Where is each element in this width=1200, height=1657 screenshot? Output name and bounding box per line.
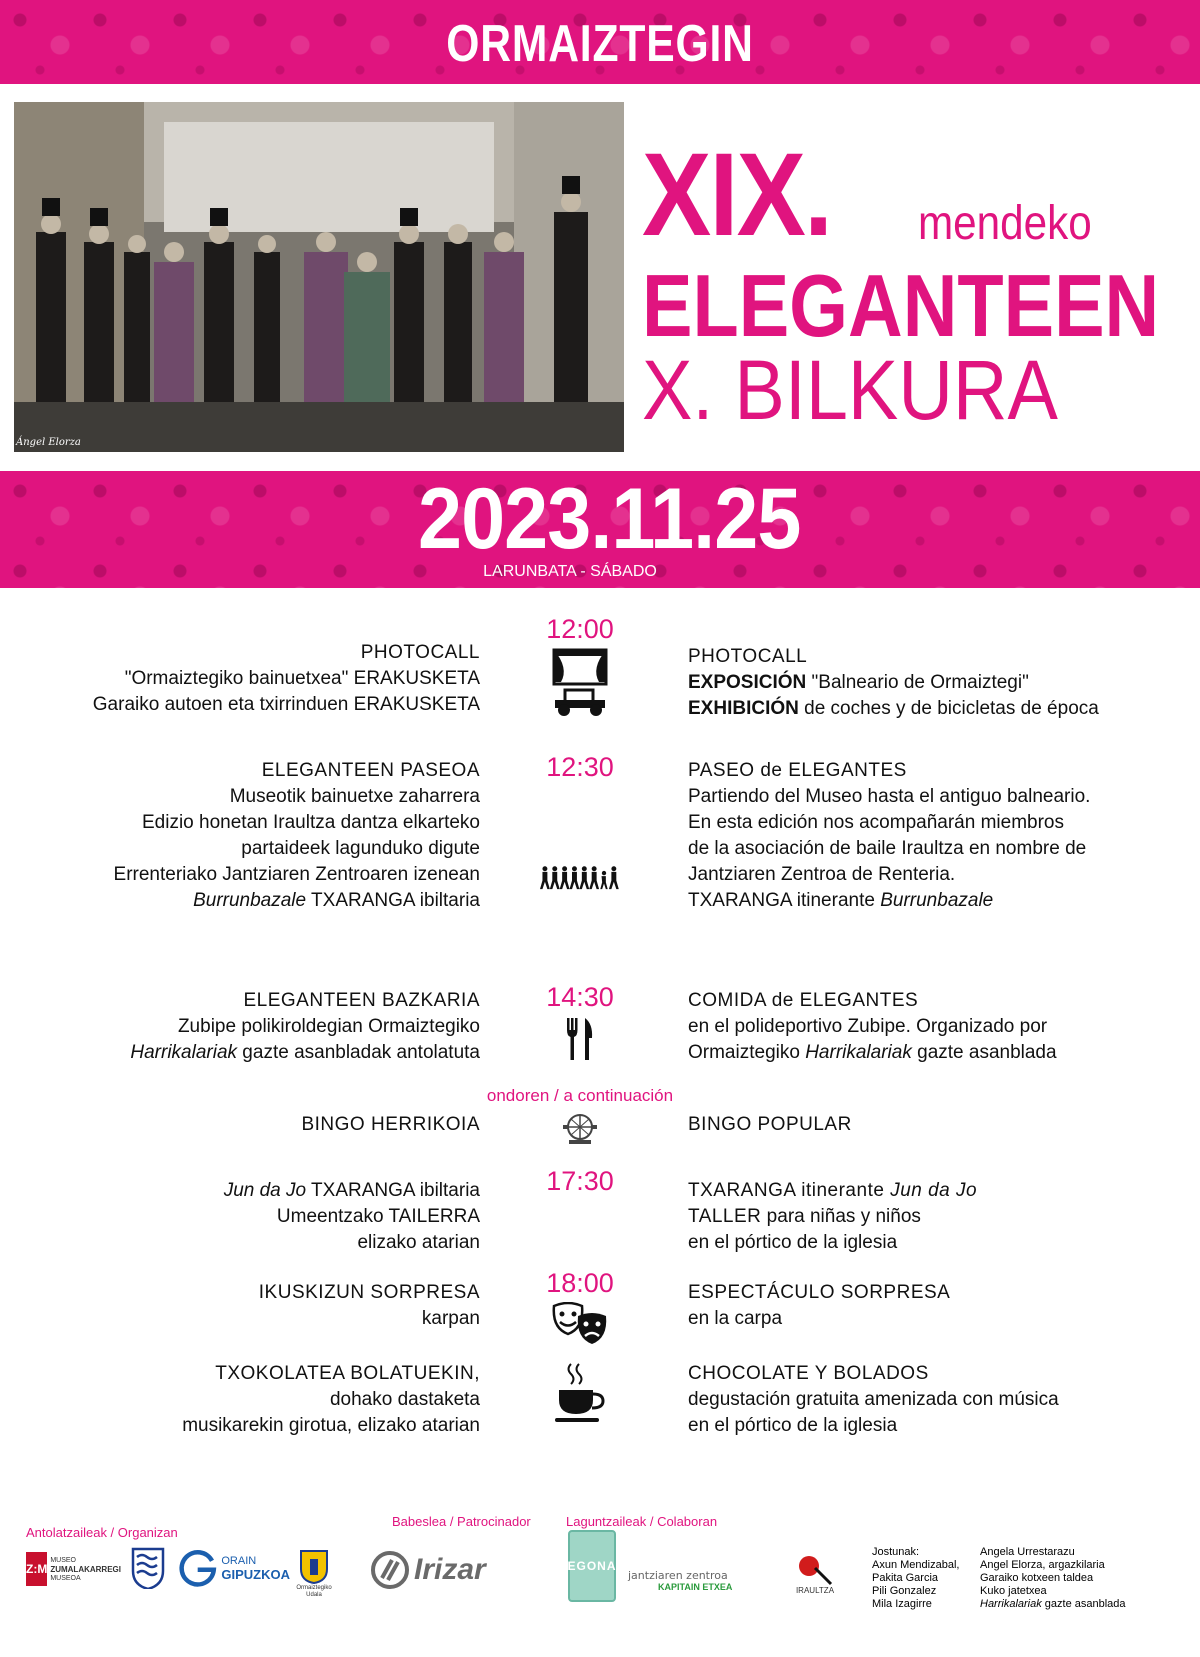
text-line: TXOKOLATEA BOLATUEKIN, — [215, 1363, 480, 1384]
time-1430: 14:30 — [546, 982, 614, 1012]
text-bold: EXPOSICIÓN — [688, 672, 807, 693]
curtain-car-icon — [540, 648, 620, 718]
irizar-sponsor-logo — [370, 1548, 506, 1592]
credit-line: Jostunak: — [872, 1546, 920, 1558]
credit-line: Pakita Garcia — [872, 1572, 939, 1584]
text-line: ESPECTÁCULO SORPRESA — [688, 1282, 951, 1303]
text-line: Partiendo del Museo hasta el antiguo balneario. — [688, 786, 1091, 807]
text-italic: Jun da Jo — [223, 1180, 307, 1201]
text-rest: TXARANGA ibiltaria — [306, 890, 480, 911]
text-pre: TXARANGA itinerante — [688, 1180, 891, 1201]
text-line: partaideek lagunduko digute — [241, 838, 480, 859]
orain-line: GIPUZKOA — [221, 1567, 290, 1582]
text-line: COMIDA de ELEGANTES — [688, 990, 919, 1011]
text-line: BINGO HERRIKOIA — [301, 1114, 480, 1135]
event-date: 2023.11.25 — [417, 471, 801, 567]
text-line: elizako atarian — [357, 1232, 480, 1253]
credit-line: Kuko jatetxea — [980, 1585, 1047, 1597]
text-line — [688, 1204, 1158, 1230]
fork-knife-icon — [540, 1018, 620, 1060]
photo-credit: Ángel Elorza — [16, 437, 81, 448]
text-line: Zubipe polikiroldegian Ormaiztegiko — [177, 1016, 480, 1037]
text-line — [688, 1178, 1158, 1204]
credits-column-2 — [980, 1546, 1126, 1611]
credit-italic: Harrikalariak — [980, 1598, 1042, 1610]
group-photo-illustration — [14, 102, 624, 452]
text-line: PHOTOCALL — [360, 642, 480, 663]
text-line — [0, 888, 480, 914]
time-1730: 17:30 — [546, 1166, 614, 1196]
text-line: Umeentzako TAILERRA — [276, 1206, 480, 1227]
text-line: en el pórtico de la iglesia — [688, 1415, 898, 1436]
text-line: ELEGANTEEN PASEOA — [261, 760, 480, 781]
text-pre: Ormaiztegiko — [688, 1042, 806, 1063]
event-1430-spanish — [688, 988, 1158, 1066]
gipuzkoa-shield-icon — [130, 1546, 166, 1590]
text-rest: "Balneario de Ormaiztegi" — [806, 672, 1029, 693]
iraultza-logo — [780, 1548, 850, 1600]
museum-name-line: ZUMALAKARREGI — [50, 1564, 121, 1574]
sponsor-label: Babeslea / Patrocinador — [392, 1514, 531, 1529]
town-title: ORMAIZTEGIN — [446, 15, 754, 73]
text-line: Edizio honetan Iraultza dantza elkarteko — [142, 812, 480, 833]
text-line — [0, 1178, 480, 1204]
text-line: "Ormaiztegiko bainuetxea" ERAKUSKETA — [124, 668, 480, 689]
text-line: en el polideportivo Zubipe. Organizado por — [688, 1016, 1048, 1037]
text-line: Jantziaren Zentroa de Renteria. — [688, 864, 956, 885]
text-rest: de coches y de bicicletas de época — [798, 698, 1099, 719]
text-line: PASEO de ELEGANTES — [688, 760, 907, 781]
text-italic: Burrunbazale — [193, 890, 307, 911]
group-photo — [14, 102, 624, 452]
orain-gipuzkoa-logo — [178, 1546, 290, 1590]
text-italic: Burrunbazale — [880, 890, 994, 911]
text-italic: Jun da Jo — [890, 1180, 978, 1201]
museum-name — [50, 1556, 121, 1583]
event-chocolate-spanish — [688, 1361, 1158, 1439]
text-line: en la carpa — [688, 1308, 783, 1329]
walking-people-icon — [540, 858, 620, 898]
text-line — [0, 1040, 480, 1066]
jantziaren-zentroa-logo — [628, 1560, 776, 1600]
text-line: karpan — [421, 1308, 480, 1329]
udala-line: Udala — [306, 1592, 322, 1598]
text-line: Garaiko autoen eta txirrinduen ERAKUSKETA — [92, 694, 480, 715]
theater-masks-icon — [540, 1302, 620, 1350]
iraultza-emblem-icon — [795, 1554, 835, 1586]
text-italic: Harrikalariak — [130, 1042, 238, 1063]
title-line2: ELEGANTEEN — [642, 256, 1160, 355]
event-weekday: LARUNBATA - SÁBADO — [483, 563, 657, 580]
credit-line: Angel Elorza, argazkilaria — [980, 1559, 1105, 1571]
text-line: En esta edición nos acompañarán miembros — [688, 812, 1064, 833]
text-rest: gazte asanblada — [911, 1042, 1057, 1063]
egona-logo — [568, 1530, 616, 1602]
iraultza-wordmark: IRAULTZA — [795, 1585, 835, 1595]
event-1230-basque — [0, 758, 480, 914]
text-line: en el pórtico de la iglesia — [688, 1232, 898, 1253]
organizers-label: Antolatzaileak / Organizan — [26, 1525, 178, 1540]
text-rest: TXARANGA ibiltaria — [306, 1180, 480, 1201]
time-1230: 12:30 — [546, 752, 614, 782]
event-bingo-spanish — [688, 1112, 1158, 1138]
jantziaren-line: KAPITAIN ETXEA — [658, 1581, 733, 1592]
jantziaren-line: jantziaren zentroa — [628, 1568, 728, 1582]
text-plain: TXARANGA — [688, 890, 792, 911]
event-1430-basque — [0, 988, 480, 1066]
orain-g-icon — [178, 1546, 217, 1590]
credit-line: Pili Gonzalez — [872, 1585, 937, 1597]
credits-column-1 — [872, 1546, 959, 1611]
ormaiztegi-udala-logo — [290, 1544, 338, 1604]
text-line — [688, 696, 1158, 722]
udala-text — [296, 1585, 331, 1599]
credit-line — [980, 1598, 1126, 1611]
text-bold: EXHIBICIÓN — [688, 698, 799, 719]
credit-line: Axun Mendizabal, — [872, 1559, 960, 1571]
text-line: CHOCOLATE Y BOLADOS — [688, 1363, 929, 1384]
credit-line: Garaiko kotxeen taldea — [980, 1572, 1094, 1584]
text-caps: TALLER — [688, 1206, 762, 1227]
museum-mark: Z:M — [26, 1552, 47, 1586]
event-1730-basque — [0, 1178, 480, 1256]
text-rest: gazte asanbladak antolatuta — [237, 1042, 480, 1063]
egona-wordmark: EGONA — [567, 1559, 617, 1573]
text-rest: para niñas y niños — [761, 1206, 921, 1227]
coffee-cup-icon — [540, 1362, 620, 1426]
text-line: de la asociación de baile Iraultza en nombre de — [688, 838, 1087, 859]
title-numeral: XIX. — [642, 129, 832, 261]
event-1800-basque — [0, 1280, 480, 1332]
event-1200-spanish — [688, 644, 1158, 722]
irizar-emblem-icon — [370, 1550, 410, 1590]
text-line: musikarekin girotua, elizako atarian — [182, 1415, 480, 1436]
title-century-word: mendeko — [918, 197, 1092, 250]
text-line: dohako dastaketa — [329, 1389, 480, 1410]
orain-text — [221, 1554, 290, 1582]
text-line: ELEGANTEEN BAZKARIA — [243, 990, 480, 1011]
text-line: degustación gratuita amenizada con música — [688, 1389, 1059, 1410]
town-shield-icon — [299, 1549, 329, 1585]
text-line: IKUSKIZUN SORPRESA — [258, 1282, 480, 1303]
text-line — [688, 670, 1158, 696]
credit-line: Angela Urrestarazu — [980, 1546, 1075, 1558]
text-line: PHOTOCALL — [688, 646, 808, 667]
credit-line: Mila Izagirre — [872, 1598, 932, 1610]
event-1800-spanish — [688, 1280, 1158, 1332]
event-1730-spanish — [688, 1178, 1158, 1256]
text-italic: Harrikalariak — [805, 1042, 912, 1063]
text-line: Errenteriako Jantziaren Zentroaren izenean — [113, 864, 480, 885]
text-line: BINGO POPULAR — [688, 1114, 852, 1135]
bingo-cage-icon — [540, 1112, 620, 1146]
event-1200-basque — [0, 640, 480, 718]
credit-rest: gazte asanblada — [1041, 1598, 1126, 1610]
text-line — [688, 1040, 1158, 1066]
zumalakarregi-museum-logo — [26, 1552, 121, 1586]
udala-line: Ormaiztegiko — [296, 1585, 332, 1591]
museum-name-line: MUSEOA — [50, 1574, 81, 1582]
event-1230-spanish — [688, 758, 1158, 914]
event-bingo-basque — [0, 1112, 480, 1138]
event-chocolate-basque — [0, 1361, 480, 1439]
irizar-wordmark: Irizar — [414, 1553, 486, 1586]
title-line3: X. BILKURA — [642, 343, 1058, 437]
time-1800: 18:00 — [546, 1268, 614, 1298]
continuation-label: ondoren / a continuación — [486, 1086, 674, 1105]
text-mid: itinerante — [791, 890, 881, 911]
collaborators-label: Laguntzaileak / Colaboran — [566, 1514, 718, 1529]
museum-name-line: MUSEO — [50, 1556, 76, 1564]
orain-line: ORAIN — [221, 1555, 257, 1567]
text-line — [688, 888, 1158, 914]
time-1200: 12:00 — [546, 614, 614, 644]
text-line: Museotik bainuetxe zaharrera — [229, 786, 480, 807]
